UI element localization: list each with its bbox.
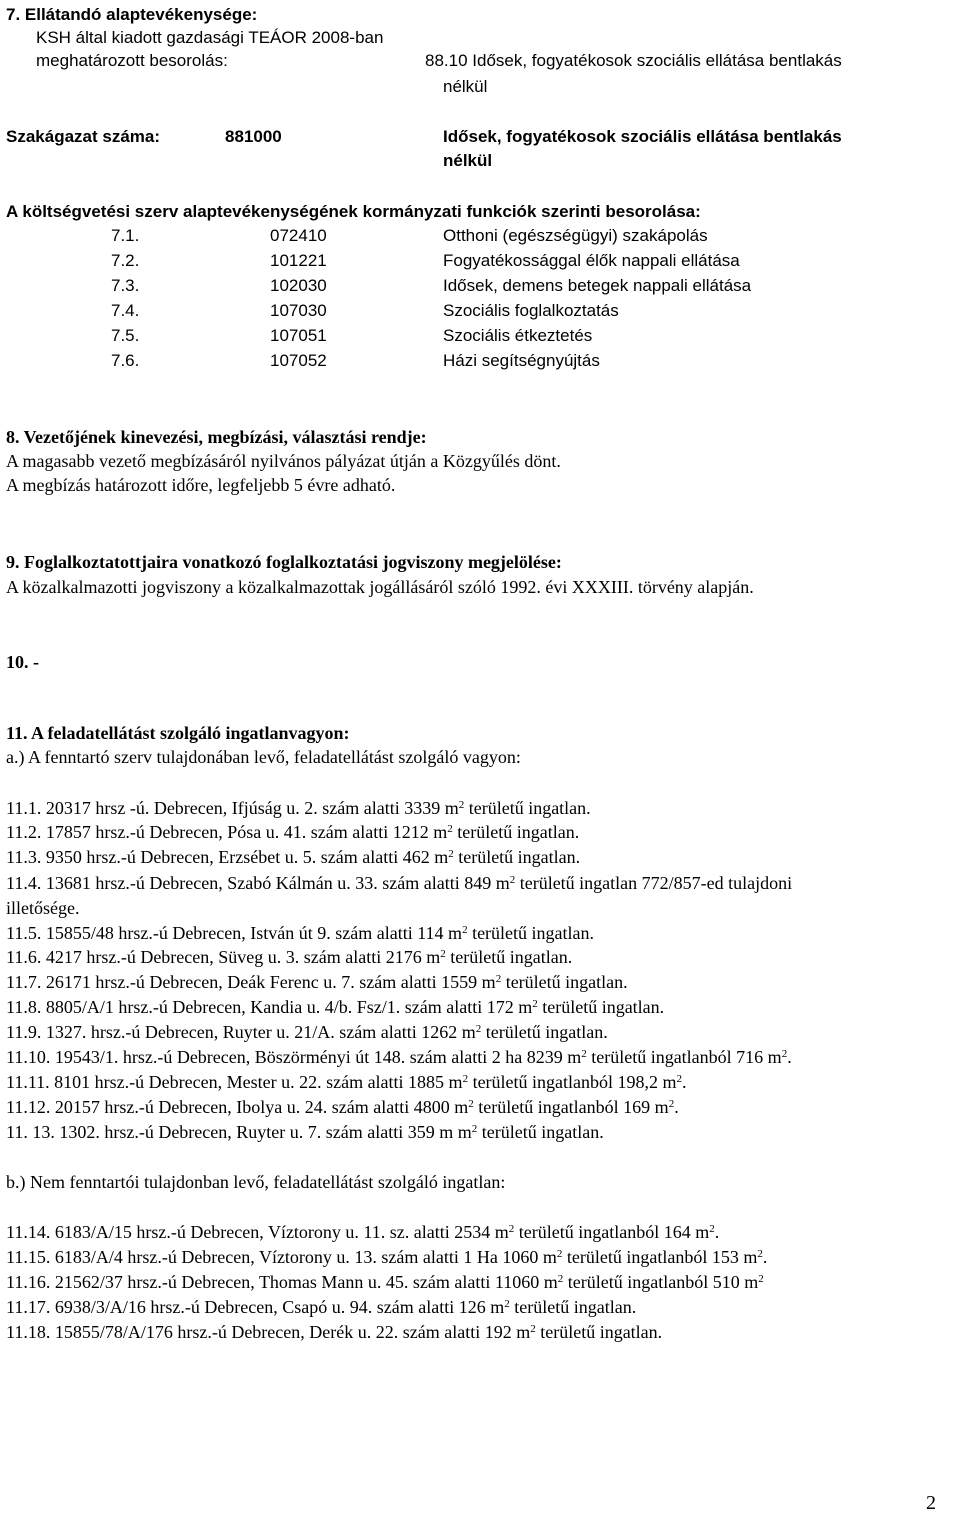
section-9-heading: 9. Foglalkoztatottjaira vonatkozó foglalkoztatási jogviszony megjelölése: <box>6 552 562 572</box>
list-item: 11.8. 8805/A/1 hrsz.-ú Debrecen, Kandia u. 4/b. Fsz/1. szám alatti 172 $m^2$ területű ingatlan. <box>6 997 665 1017</box>
function-no: 7.1. <box>111 226 140 245</box>
list-item: 11.15. 6183/A/4 hrsz.-ú Debrecen, Víztorony u. 13. szám alatti 1 Ha 1060 $m^2$ területű ingatlanból 153 $m^2$. <box>6 1247 768 1267</box>
function-code: 107052 <box>270 351 327 370</box>
teaor-value-line2: nélkül <box>443 77 488 96</box>
list-item: 11.16. 21562/37 hrsz.-ú Debrecen, Thomas Mann u. 45. szám alatti 11060 $m^2$ területű ingatlanból 510 $m^2$ <box>6 1272 764 1292</box>
ksh-line: KSH által kiadott gazdasági TEÁOR 2008-ban <box>36 28 384 47</box>
szakagazat-label: Szakágazat száma: <box>6 127 161 146</box>
list-item: 11. 13. 1302. hrsz.-ú Debrecen, Ruyter u. 7. szám alatti 359 m $m^2$ területű ingatlan. <box>6 1122 604 1142</box>
teaor-value-line1: 88.10 Idősek, fogyatékosok szociális ellátása bentlakás <box>425 51 842 70</box>
list-item-continuation: illetősége. <box>6 898 80 918</box>
section-7-heading: 7. Ellátandó alaptevékenysége: <box>6 5 258 24</box>
section-8-line1: A magasabb vezető megbízásáról nyilvános pályázat útján a Közgyűlés dönt. <box>6 451 561 471</box>
function-name: Idősek, demens betegek nappali ellátása <box>443 276 752 295</box>
function-no: 7.6. <box>111 351 140 370</box>
function-code: 107030 <box>270 301 327 320</box>
list-item: 11.12. 20157 hrsz.-ú Debrecen, Ibolya u. 24. szám alatti 4800 $m^2$ területű ingatlanból 169 $m^2$. <box>6 1097 679 1117</box>
functions-heading: A költségvetési szerv alaptevékenységének kormányzati funkciók szerinti besorolása: <box>6 202 701 221</box>
function-name: Otthoni (egészségügyi) szakápolás <box>443 226 708 245</box>
page-number: 2 <box>926 1492 936 1514</box>
list-item: 11.5. 15855/48 hrsz.-ú Debrecen, István út 9. szám alatti 114 $m^2$ területű ingatlan. <box>6 923 595 943</box>
function-no: 7.3. <box>111 276 140 295</box>
meghatarozott-label: meghatározott besorolás: <box>36 51 228 70</box>
function-name: Szociális foglalkoztatás <box>443 301 619 320</box>
list-item: 11.6. 4217 hrsz.-ú Debrecen, Süveg u. 3. szám alatti 2176 $m^2$ területű ingatlan. <box>6 947 573 967</box>
list-item: 11.9. 1327. hrsz.-ú Debrecen, Ruyter u. 21/A. szám alatti 1262 $m^2$ területű ingatlan. <box>6 1022 608 1042</box>
section-11a-heading: a.) A fenntartó szerv tulajdonában levő, feladatellátást szolgáló vagyon: <box>6 747 521 767</box>
section-10-heading: 10. - <box>6 652 39 672</box>
section-11-heading: 11. A feladatellátást szolgáló ingatlanvagyon: <box>6 723 350 743</box>
function-name: Fogyatékossággal élők nappali ellátása <box>443 251 740 270</box>
szakagazat-value-line2: nélkül <box>443 151 493 170</box>
section-8-line2: A megbízás határozott időre, legfeljebb 5 évre adható. <box>6 475 396 495</box>
function-no: 7.4. <box>111 301 140 320</box>
list-item: 11.7. 26171 hrsz.-ú Debrecen, Deák Ferenc u. 7. szám alatti 1559 $m^2$ területű ingatlan. <box>6 972 628 992</box>
function-name: Házi segítségnyújtás <box>443 351 600 370</box>
list-item: 11.3. 9350 hrsz.-ú Debrecen, Erzsébet u. 5. szám alatti 462 $m^2$ területű ingatlan. <box>6 847 581 867</box>
function-name: Szociális étkeztetés <box>443 326 593 345</box>
list-item: 11.4. 13681 hrsz.-ú Debrecen, Szabó Kálmán u. 33. szám alatti 849 $m^2$ területű ingatlan 772/857-ed tulajdoni <box>6 873 793 893</box>
section-11b-heading: b.) Nem fenntartói tulajdonban levő, feladatellátást szolgáló ingatlan: <box>6 1172 506 1192</box>
function-code: 101221 <box>270 251 327 270</box>
function-code: 107051 <box>270 326 327 345</box>
section-8-heading: 8. Vezetőjének kinevezési, megbízási, választási rendje: <box>6 427 427 447</box>
list-item: 11.18. 15855/78/A/176 hrsz.-ú Debrecen, Derék u. 22. szám alatti 192 $m^2$ területű ingatlan. <box>6 1322 663 1342</box>
function-no: 7.2. <box>111 251 140 270</box>
function-code: 102030 <box>270 276 327 295</box>
list-item: 11.11. 8101 hrsz.-ú Debrecen, Mester u. 22. szám alatti 1885 $m^2$ területű ingatlanból 198,2 $m^2$. <box>6 1072 687 1092</box>
list-item: 11.17. 6938/3/A/16 hrsz.-ú Debrecen, Csapó u. 94. szám alatti 126 $m^2$ területű ingatlan. <box>6 1297 637 1317</box>
szakagazat-code: 881000 <box>225 127 282 146</box>
list-item: 11.10. 19543/1. hrsz.-ú Debrecen, Böszörményi út 148. szám alatti 2 ha 8239 $m^2$ területű ingatlanból 716 $m^2$. <box>6 1047 792 1067</box>
section-9-line1: A közalkalmazotti jogviszony a közalkalmazottak jogállásáról szóló 1992. évi XXXIII. törvény alapján. <box>6 577 754 597</box>
function-no: 7.5. <box>111 326 140 345</box>
function-code: 072410 <box>270 226 327 245</box>
list-item: 11.14. 6183/A/15 hrsz.-ú Debrecen, Víztorony u. 11. sz. alatti 2534 $m^2$ területű ingatlanból 164 $m^2$. <box>6 1222 720 1242</box>
szakagazat-value-line1: Idősek, fogyatékosok szociális ellátása bentlakás <box>443 127 842 146</box>
list-item: 11.2. 17857 hrsz.-ú Debrecen, Pósa u. 41. szám alatti 1212 $m^2$ területű ingatlan. <box>6 822 580 842</box>
list-item: 11.1. 20317 hrsz -ú. Debrecen, Ifjúság u. 2. szám alatti 3339 $m^2$ területű ingatlan. <box>6 798 591 818</box>
